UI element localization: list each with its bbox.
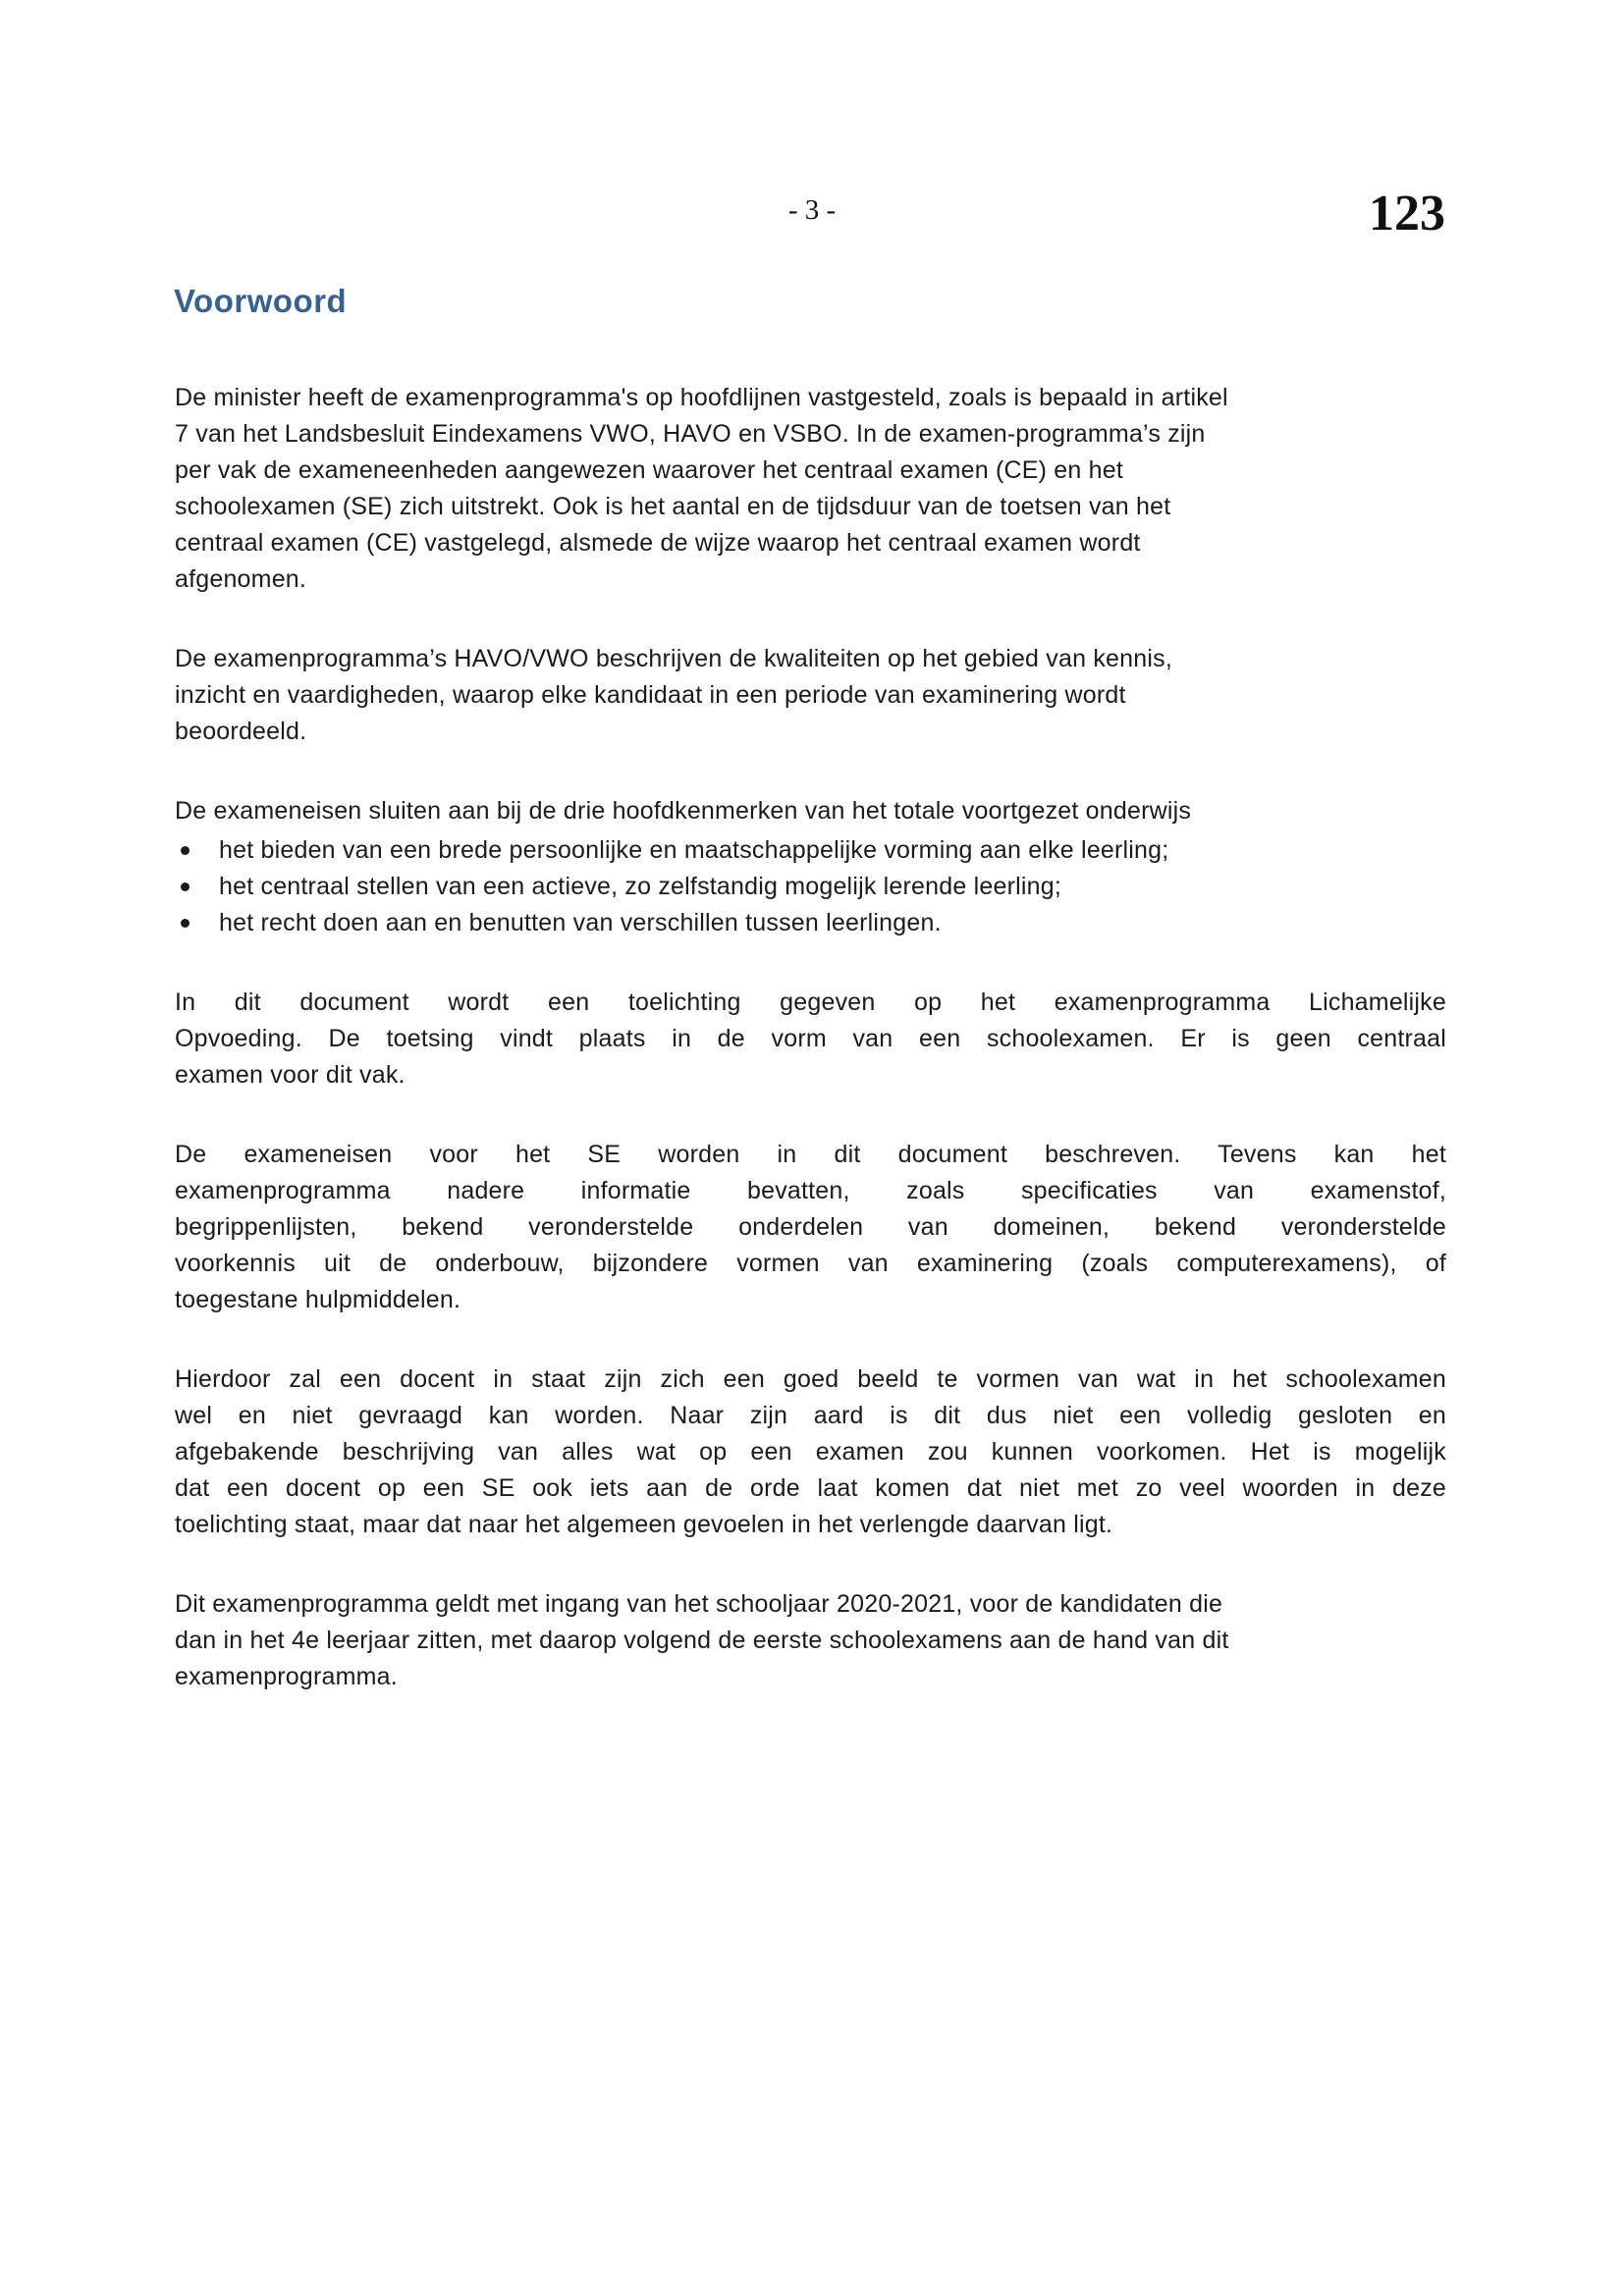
- text-line: voorkennis uit de onderbouw, bijzondere vormen van examinering (zoals computerexamens), of: [175, 1250, 1446, 1277]
- text-line: In dit document wordt een toelichting gegeven op het examenprogramma Lichamelijke: [175, 988, 1446, 1016]
- paragraph-4: [175, 985, 1446, 1094]
- bullet-icon: [181, 882, 189, 891]
- paragraph-2: [175, 641, 1446, 750]
- text-line: De examenprogramma’s HAVO/VWO beschrijven de kwaliteiten op het gebied van kennis,: [175, 645, 1172, 672]
- text-line: De exameneisen sluiten aan bij de drie hoofdkenmerken van het totale voortgezet onderwijs: [175, 797, 1192, 825]
- paragraph-6: [175, 1362, 1446, 1543]
- text-line: per vak de exameneenheden aangewezen waarover het centraal examen (CE) en het: [175, 456, 1123, 484]
- list-item: [175, 869, 1446, 905]
- list-item-text: het centraal stellen van een actieve, zo zelfstandig mogelijk lerende leerling;: [219, 873, 1061, 900]
- list-item-text: het bieden van een brede persoonlijke en maatschappelijke vorming aan elke leerling;: [219, 836, 1169, 864]
- text-line: toelichting staat, maar dat naar het algemeen gevoelen in het verlengde daarvan ligt.: [175, 1511, 1113, 1538]
- text-line: examenprogramma nadere informatie bevatten, zoals specificaties van examenstof,: [175, 1177, 1446, 1204]
- document-body: [175, 380, 1446, 1738]
- text-line: centraal examen (CE) vastgelegd, alsmede de wijze waarop het centraal examen wordt: [175, 529, 1141, 557]
- page-title: Voorwoord: [174, 283, 348, 319]
- text-line: Opvoeding. De toetsing vindt plaats in de vorm van een schoolexamen. Er is geen centraal: [175, 1025, 1446, 1052]
- text-line: begrippenlijsten, bekend veronderstelde onderdelen van domeinen, bekend veronderstelde: [175, 1213, 1446, 1241]
- text-line: beoordeeld.: [175, 718, 307, 745]
- bullet-list: [175, 832, 1446, 941]
- bullet-icon: [181, 846, 189, 855]
- paragraph-5: [175, 1137, 1446, 1318]
- bullet-icon: [181, 919, 189, 928]
- text-line: De exameneisen voor het SE worden in dit document beschreven. Tevens kan het: [175, 1141, 1446, 1168]
- paragraph-7: [175, 1586, 1446, 1695]
- text-line: dan in het 4e leerjaar zitten, met daarop volgend de eerste schoolexamens aan de hand van dit: [175, 1627, 1229, 1654]
- paragraph-1: [175, 380, 1446, 598]
- text-line: wel en niet gevraagd kan worden. Naar zijn aard is dit dus niet een volledig gesloten en: [175, 1402, 1446, 1429]
- text-line: Dit examenprogramma geldt met ingang van het schooljaar 2020-2021, voor de kandidaten die: [175, 1590, 1223, 1618]
- text-line: examenprogramma.: [175, 1663, 398, 1690]
- page-number-center: - 3 -: [787, 194, 837, 226]
- text-line: toegestane hulpmiddelen.: [175, 1286, 461, 1313]
- text-line: Hierdoor zal een docent in staat zijn zich een goed beeld te vormen van wat in het schoolexamen: [175, 1365, 1446, 1393]
- list-item: [175, 905, 1446, 941]
- text-line: 7 van het Landsbesluit Eindexamens VWO, HAVO en VSBO. In de examen-programma’s zijn: [175, 420, 1206, 448]
- page-number-stamp: 123: [1369, 186, 1445, 241]
- paragraph-3-intro: [175, 793, 1446, 829]
- text-line: De minister heeft de examenprogramma's op hoofdlijnen vastgesteld, zoals is bepaald in artikel: [175, 384, 1228, 411]
- text-line: afgebakende beschrijving van alles wat op een examen zou kunnen voorkomen. Het is mogelijk: [175, 1438, 1446, 1466]
- list-item-text: het recht doen aan en benutten van verschillen tussen leerlingen.: [219, 909, 942, 936]
- text-line: afgenomen.: [175, 565, 307, 593]
- text-line: inzicht en vaardigheden, waarop elke kandidaat in een periode van examinering wordt: [175, 681, 1126, 709]
- list-item: [175, 832, 1446, 869]
- text-line: schoolexamen (SE) zich uitstrekt. Ook is het aantal en de tijdsduur van de toetsen van het: [175, 493, 1171, 520]
- text-line: dat een docent op een SE ook iets aan de orde laat komen dat niet met zo veel woorden in deze: [175, 1474, 1446, 1502]
- text-line: examen voor dit vak.: [175, 1061, 406, 1089]
